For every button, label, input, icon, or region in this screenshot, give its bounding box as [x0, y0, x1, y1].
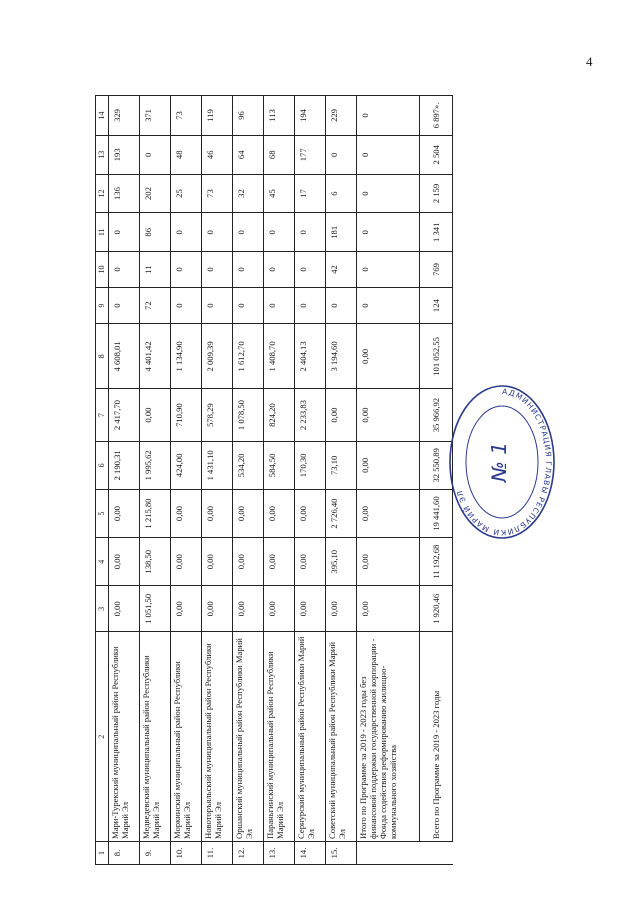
cell: 1 612,70	[233, 324, 264, 389]
cell: 0	[233, 213, 264, 252]
cell: 25	[171, 174, 202, 213]
cell: 371	[140, 96, 171, 136]
col-header: 13	[96, 135, 109, 174]
cell: 0,00	[357, 586, 420, 632]
cell: 0	[357, 96, 420, 136]
cell: 73	[202, 174, 233, 213]
cell: 202	[140, 174, 171, 213]
row-name: Медведевский муниципальный район Республики Марий Эл	[140, 632, 171, 842]
cell: 424,00	[171, 441, 202, 489]
cell: 86	[140, 213, 171, 252]
cell: 1 215,80	[140, 489, 171, 537]
cell: 0	[264, 252, 295, 288]
cell: 0,00	[233, 586, 264, 632]
cell: 4 608,01	[109, 324, 140, 389]
row-name: Мари-Турекский муниципальный район Республики Марий Эл	[109, 632, 140, 842]
cell: 64	[233, 135, 264, 174]
cell: 0,00	[202, 586, 233, 632]
cell: 0	[202, 287, 233, 324]
cell: 0,00	[264, 538, 295, 586]
row-number: 14.	[295, 841, 326, 864]
cell: 1 408,70	[264, 324, 295, 389]
cell: 0	[202, 213, 233, 252]
col-header: 4	[96, 538, 109, 586]
row-name: Всего по Программе за 2019 - 2023 годы	[420, 632, 453, 842]
cell: 0,00	[326, 586, 357, 632]
cell: 68	[264, 135, 295, 174]
cell: 0	[357, 287, 420, 324]
cell: 0	[202, 252, 233, 288]
cell: 0,00	[171, 489, 202, 537]
col-header: 14	[96, 96, 109, 136]
cell: 0	[109, 287, 140, 324]
table-row	[264, 96, 295, 865]
cell: 0	[171, 213, 202, 252]
cell: 113	[264, 96, 295, 136]
cell: 0	[233, 287, 264, 324]
cell: 0,00	[233, 538, 264, 586]
table-row-subtotal	[357, 96, 420, 865]
cell: 119	[202, 96, 233, 136]
col-header: 11	[96, 213, 109, 252]
cell: 0,00	[202, 538, 233, 586]
cell: 584,50	[264, 441, 295, 489]
table-row	[233, 96, 264, 865]
cell: 0	[109, 252, 140, 288]
cell: 32	[233, 174, 264, 213]
cell: 19 441,60	[420, 489, 453, 537]
cell: 45	[264, 174, 295, 213]
cell: 4 401,42	[140, 324, 171, 389]
cell: 0,00	[357, 389, 420, 441]
cell: 0	[357, 252, 420, 288]
row-name: Советский муниципальный район Республики Марий Эл	[326, 632, 357, 842]
cell: 0,00	[109, 489, 140, 537]
row-name: Параньгинский муниципальный район Республики Марий Эл	[264, 632, 295, 842]
cell: 0	[171, 252, 202, 288]
cell: 1 920,46	[420, 586, 453, 632]
cell: 11 192,68	[420, 538, 453, 586]
cell: 0	[295, 252, 326, 288]
cell: 48	[171, 135, 202, 174]
cell: 32 550,89	[420, 441, 453, 489]
cell: 0,00	[357, 489, 420, 537]
cell: 1 078,50	[233, 389, 264, 441]
col-header: 1	[96, 841, 109, 864]
cell: 11	[140, 252, 171, 288]
cell: 0,00	[357, 538, 420, 586]
cell: 0,00	[109, 586, 140, 632]
cell: 138,50	[140, 538, 171, 586]
row-number: 9.	[140, 841, 171, 864]
col-header: 7	[96, 389, 109, 441]
row-name: Новоторъяльский муниципальный район Республики Марий Эл	[202, 632, 233, 842]
cell: 2 159	[420, 174, 453, 213]
cell: 2 404,13	[295, 324, 326, 389]
cell: 0,00	[264, 586, 295, 632]
row-name: Итого по Программе за 2019 - 2023 годы без финансовой поддержки государственной корпорации - Фонда содействия реформированию жилищно-коммунального хозяйства	[357, 632, 420, 842]
cell: 0	[295, 213, 326, 252]
cell: 3 194,60	[326, 324, 357, 389]
cell: 578,29	[202, 389, 233, 441]
cell: 35 966,92	[420, 389, 453, 441]
cell: 0,00	[264, 489, 295, 537]
cell: 46	[202, 135, 233, 174]
col-header: 12	[96, 174, 109, 213]
cell: 6 897».	[420, 96, 453, 136]
cell: 17	[295, 174, 326, 213]
cell: 0	[140, 135, 171, 174]
cell: 395,10	[326, 538, 357, 586]
cell: 824,20	[264, 389, 295, 441]
table-body	[109, 96, 357, 865]
cell: 124	[420, 287, 453, 324]
cell: 1 431,10	[202, 441, 233, 489]
cell: 0,00	[109, 538, 140, 586]
row-number: 15.	[326, 841, 357, 864]
cell: 0	[233, 252, 264, 288]
cell: 1 134,90	[171, 324, 202, 389]
cell: 136	[109, 174, 140, 213]
cell: 2 233,83	[295, 389, 326, 441]
row-number: 10.	[171, 841, 202, 864]
official-seal-stamp	[448, 384, 556, 540]
row-name: Моркинский муниципальный район Республики Марий Эл	[171, 632, 202, 842]
col-header: 3	[96, 586, 109, 632]
seal-ring-text: АДМИНИСТРАЦИЯ ГЛАВЫ РЕСПУБЛИКИ МАРИЙ ЭЛ	[454, 386, 553, 538]
cell: 534,20	[233, 441, 264, 489]
cell: 0	[109, 213, 140, 252]
cell: 0,00	[357, 441, 420, 489]
cell: 96	[233, 96, 264, 136]
cell: 0	[357, 135, 420, 174]
col-header: 10	[96, 252, 109, 288]
cell: 2 190,31	[109, 441, 140, 489]
col-header: 2	[96, 632, 109, 842]
cell: 1 995,62	[140, 441, 171, 489]
col-header: 6	[96, 441, 109, 489]
cell: 0	[264, 213, 295, 252]
cell: 177	[295, 135, 326, 174]
cell: 170,30	[295, 441, 326, 489]
cell: 73,10	[326, 441, 357, 489]
cell: 2 504	[420, 135, 453, 174]
cell: 181	[326, 213, 357, 252]
row-number: 11.	[202, 841, 233, 864]
table-row	[140, 96, 171, 865]
cell: 42	[326, 252, 357, 288]
row-number: 8.	[109, 841, 140, 864]
cell: 0,00	[233, 489, 264, 537]
cell: 0	[171, 287, 202, 324]
cell: 73	[171, 96, 202, 136]
column-number-row	[96, 96, 109, 865]
cell: 0	[326, 287, 357, 324]
cell: 0	[357, 213, 420, 252]
cell: 0,00	[202, 489, 233, 537]
row-number: 12.	[233, 841, 264, 864]
table-row	[202, 96, 233, 865]
cell: 0	[326, 135, 357, 174]
cell: 193	[109, 135, 140, 174]
col-header: 9	[96, 287, 109, 324]
table-row	[171, 96, 202, 865]
cell: 0,00	[326, 389, 357, 441]
cell: 1 341	[420, 213, 453, 252]
cell: 1 051,50	[140, 586, 171, 632]
cell: 0,00	[140, 389, 171, 441]
cell: 0	[295, 287, 326, 324]
page-number: 4	[586, 54, 593, 69]
cell: 0,00	[295, 489, 326, 537]
cell: 0,00	[357, 324, 420, 389]
cell: 710,90	[171, 389, 202, 441]
table-row	[326, 96, 357, 865]
cell: 0,00	[295, 586, 326, 632]
cell: 2 009,39	[202, 324, 233, 389]
cell: 6	[326, 174, 357, 213]
cell: 0,00	[295, 538, 326, 586]
cell: 0,00	[171, 538, 202, 586]
cell: 2 726,40	[326, 489, 357, 537]
cell: 2 417,70	[109, 389, 140, 441]
cell: 0	[264, 287, 295, 324]
row-name: Оршанский муниципальный район Республики Марий Эл	[233, 632, 264, 842]
cell: 72	[140, 287, 171, 324]
cell: 769	[420, 252, 453, 288]
cell: 0,00	[171, 586, 202, 632]
col-header: 8	[96, 324, 109, 389]
cell: 329	[109, 96, 140, 136]
cell: 0	[357, 174, 420, 213]
col-header: 5	[96, 489, 109, 537]
row-number: 13.	[264, 841, 295, 864]
cell: 229	[326, 96, 357, 136]
table-row	[295, 96, 326, 865]
cell: 101 052,55	[420, 324, 453, 389]
row-name: Сернурский муниципальный район Республики Марий Эл	[295, 632, 326, 842]
data-table	[95, 95, 453, 865]
cell: 194	[295, 96, 326, 136]
table-row	[109, 96, 140, 865]
seal-number: № 1	[487, 442, 511, 482]
